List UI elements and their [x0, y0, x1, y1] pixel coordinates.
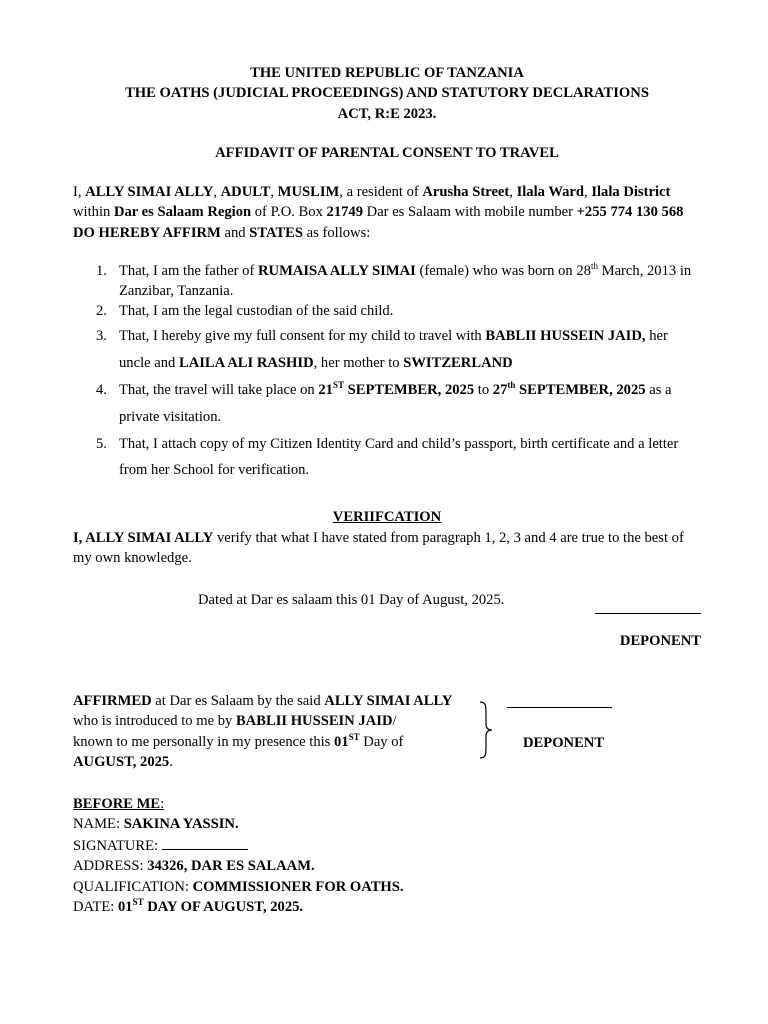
commissioner-name: SAKINA YASSIN.: [123, 816, 239, 833]
header-line-3: ACT, R:E 2023.: [337, 105, 437, 122]
district: Ilala District: [591, 184, 671, 200]
deponent-signature-line: [595, 613, 701, 614]
verification-text: [73, 528, 701, 569]
ordinal-suffix: ST: [332, 380, 344, 390]
affirmed-text: at Dar es Salaam by the said: [151, 693, 325, 709]
paragraph-text: That, I hereby give my full consent for my child to travel with: [119, 328, 486, 344]
name-label: NAME:: [73, 816, 124, 833]
paragraph-text: to: [474, 382, 493, 398]
affirmed-text: who is introduced to me by: [73, 713, 236, 730]
paragraph-2: [73, 301, 701, 321]
mother-name: LAILA ALI RASHID: [178, 355, 314, 371]
paragraph-text: March, 2013 in Zanzibar, Tanzania.: [119, 263, 692, 299]
ordinal-suffix: ST: [132, 897, 144, 908]
affirmed-word: AFFIRMED: [73, 693, 152, 709]
paragraph-text: (female) who was born on 28: [415, 263, 591, 279]
date-row: [73, 897, 673, 917]
deponent-status: ADULT: [220, 184, 271, 200]
paragraph-1: [73, 261, 701, 301]
ordinal-suffix: th: [590, 261, 598, 271]
numbered-paragraphs: [73, 261, 701, 483]
intro-text: within: [73, 204, 114, 221]
commissioner-address: 34326, DAR ES SALAAM.: [147, 858, 315, 875]
signature-label: SIGNATURE:: [73, 837, 162, 854]
intro-text: ,: [213, 184, 221, 200]
address-row: [73, 856, 673, 876]
introducer-name: BABLII HUSSEIN JAID: [235, 713, 393, 730]
paragraph-text: That, I am the father of: [119, 263, 258, 279]
intro-text: , a resident of: [339, 184, 423, 200]
intro-text: I,: [73, 184, 86, 200]
intro-text: ,: [270, 184, 278, 200]
intro-text: of P.O. Box: [251, 204, 327, 221]
intro-text: ,: [584, 184, 592, 200]
verification-heading: VERIIFCATION: [332, 509, 442, 525]
affirmed-text: /: [392, 713, 397, 730]
paragraph-number: 2.: [96, 303, 107, 319]
verification-statement: verify that what I have stated from paragraph 1, 2, 3 and 4 are true to the best of my own knowledge.: [73, 530, 684, 567]
before-me-block: [73, 794, 673, 917]
paragraph-number: 5.: [96, 436, 107, 452]
affirmed-line-4: [73, 752, 483, 772]
end-month-year: SEPTEMBER, 2025: [515, 382, 646, 398]
child-name: RUMAISA ALLY SIMAI: [257, 263, 416, 279]
paragraph-4: [73, 377, 701, 431]
paragraph-number: 4.: [96, 382, 107, 398]
affirm-phrase: DO HEREBY AFFIRM: [73, 224, 221, 241]
paragraph-text: That, I am the legal custodian of the said child.: [119, 303, 394, 319]
ordinal-suffix: ST: [348, 731, 360, 742]
paragraph-number: 1.: [96, 263, 107, 279]
intro-paragraph: [73, 182, 701, 243]
document-title: AFFIDAVIT OF PARENTAL CONSENT TO TRAVEL: [215, 145, 559, 161]
start-day: 21: [318, 382, 333, 398]
ordinal-suffix: th: [507, 380, 516, 390]
date-rest: DAY OF AUGUST, 2025.: [143, 899, 304, 916]
paragraph-5: [73, 431, 701, 483]
affirmed-block: [73, 691, 483, 773]
date-day: 01: [118, 899, 133, 916]
header-line-1: THE UNITED REPUBLIC OF TANZANIA: [250, 65, 524, 81]
po-box: 21749: [326, 204, 364, 221]
affirmed-text: .: [169, 754, 173, 771]
states-word: STATES: [249, 224, 304, 241]
paragraph-text: , her mother to: [313, 355, 404, 371]
deponent-name: ALLY SIMAI ALLY: [85, 184, 214, 200]
deponent-label: DEPONENT: [619, 633, 701, 649]
street: Arusha Street: [422, 184, 510, 200]
signature-row: [73, 835, 673, 856]
end-day: 27: [492, 382, 508, 398]
commissioner-qualification: COMMISSIONER FOR OATHS.: [192, 878, 404, 895]
uncle-name: BABLII HUSSEIN JAID,: [485, 328, 646, 344]
deponent-religion: MUSLIM: [277, 184, 340, 200]
affirmed-text: Day of: [359, 733, 404, 750]
paragraph-3: [73, 323, 701, 377]
before-me-colon: :: [160, 796, 165, 812]
curly-brace-icon: [478, 700, 494, 760]
affirmed-day: 01: [334, 733, 349, 750]
before-me-heading: [73, 794, 673, 814]
paragraph-text: her uncle and: [119, 328, 668, 371]
date-label: DATE:: [73, 899, 118, 916]
affirmed-deponent-label: DEPONENT: [523, 735, 605, 751]
affirmed-signature-line: [507, 690, 612, 708]
document-header: [73, 63, 701, 124]
dated-line: Dated at Dar es salaam this 01 Day of August, 2025.: [198, 592, 505, 608]
before-me-title: BEFORE ME: [73, 796, 161, 812]
affirmed-name: ALLY SIMAI ALLY: [324, 693, 453, 709]
header-line-2: THE OATHS (JUDICIAL PROCEEDINGS) AND STATUTORY DECLARATIONS: [125, 85, 649, 102]
intro-text: and: [220, 224, 250, 241]
affirmed-line-1: [73, 691, 483, 711]
paragraph-text: That, the travel will take place on: [119, 382, 319, 398]
paragraph-text: as a private visitation.: [119, 382, 672, 425]
commissioner-name-row: [73, 814, 673, 834]
affirmed-month-year: AUGUST, 2025: [73, 754, 170, 771]
affirmed-line-3: [73, 732, 483, 752]
paragraph-text: That, I attach copy of my Citizen Identity Card and child’s passport, birth certificate and a letter from her School for verification.: [119, 436, 679, 478]
affirmed-line-2: [73, 711, 483, 731]
ward: Ilala Ward: [516, 184, 585, 200]
mobile-number: +255 774 130 568: [576, 204, 684, 221]
affirmed-text: known to me personally in my presence this: [73, 733, 335, 750]
intro-text: Dar es Salaam with mobile number: [363, 204, 577, 221]
qualification-row: [73, 877, 673, 897]
intro-text: as follows:: [303, 224, 371, 241]
intro-text: ,: [509, 184, 517, 200]
paragraph-number: 3.: [96, 328, 107, 344]
region: Dar es Salaam Region: [113, 204, 252, 221]
signature-blank: [162, 835, 248, 850]
start-month-year: SEPTEMBER, 2025: [343, 382, 475, 398]
qualification-label: QUALIFICATION:: [73, 878, 193, 895]
address-label: ADDRESS:: [73, 858, 148, 875]
destination-country: SWITZERLAND: [403, 355, 513, 371]
verifier-name: I, ALLY SIMAI ALLY: [73, 530, 214, 546]
